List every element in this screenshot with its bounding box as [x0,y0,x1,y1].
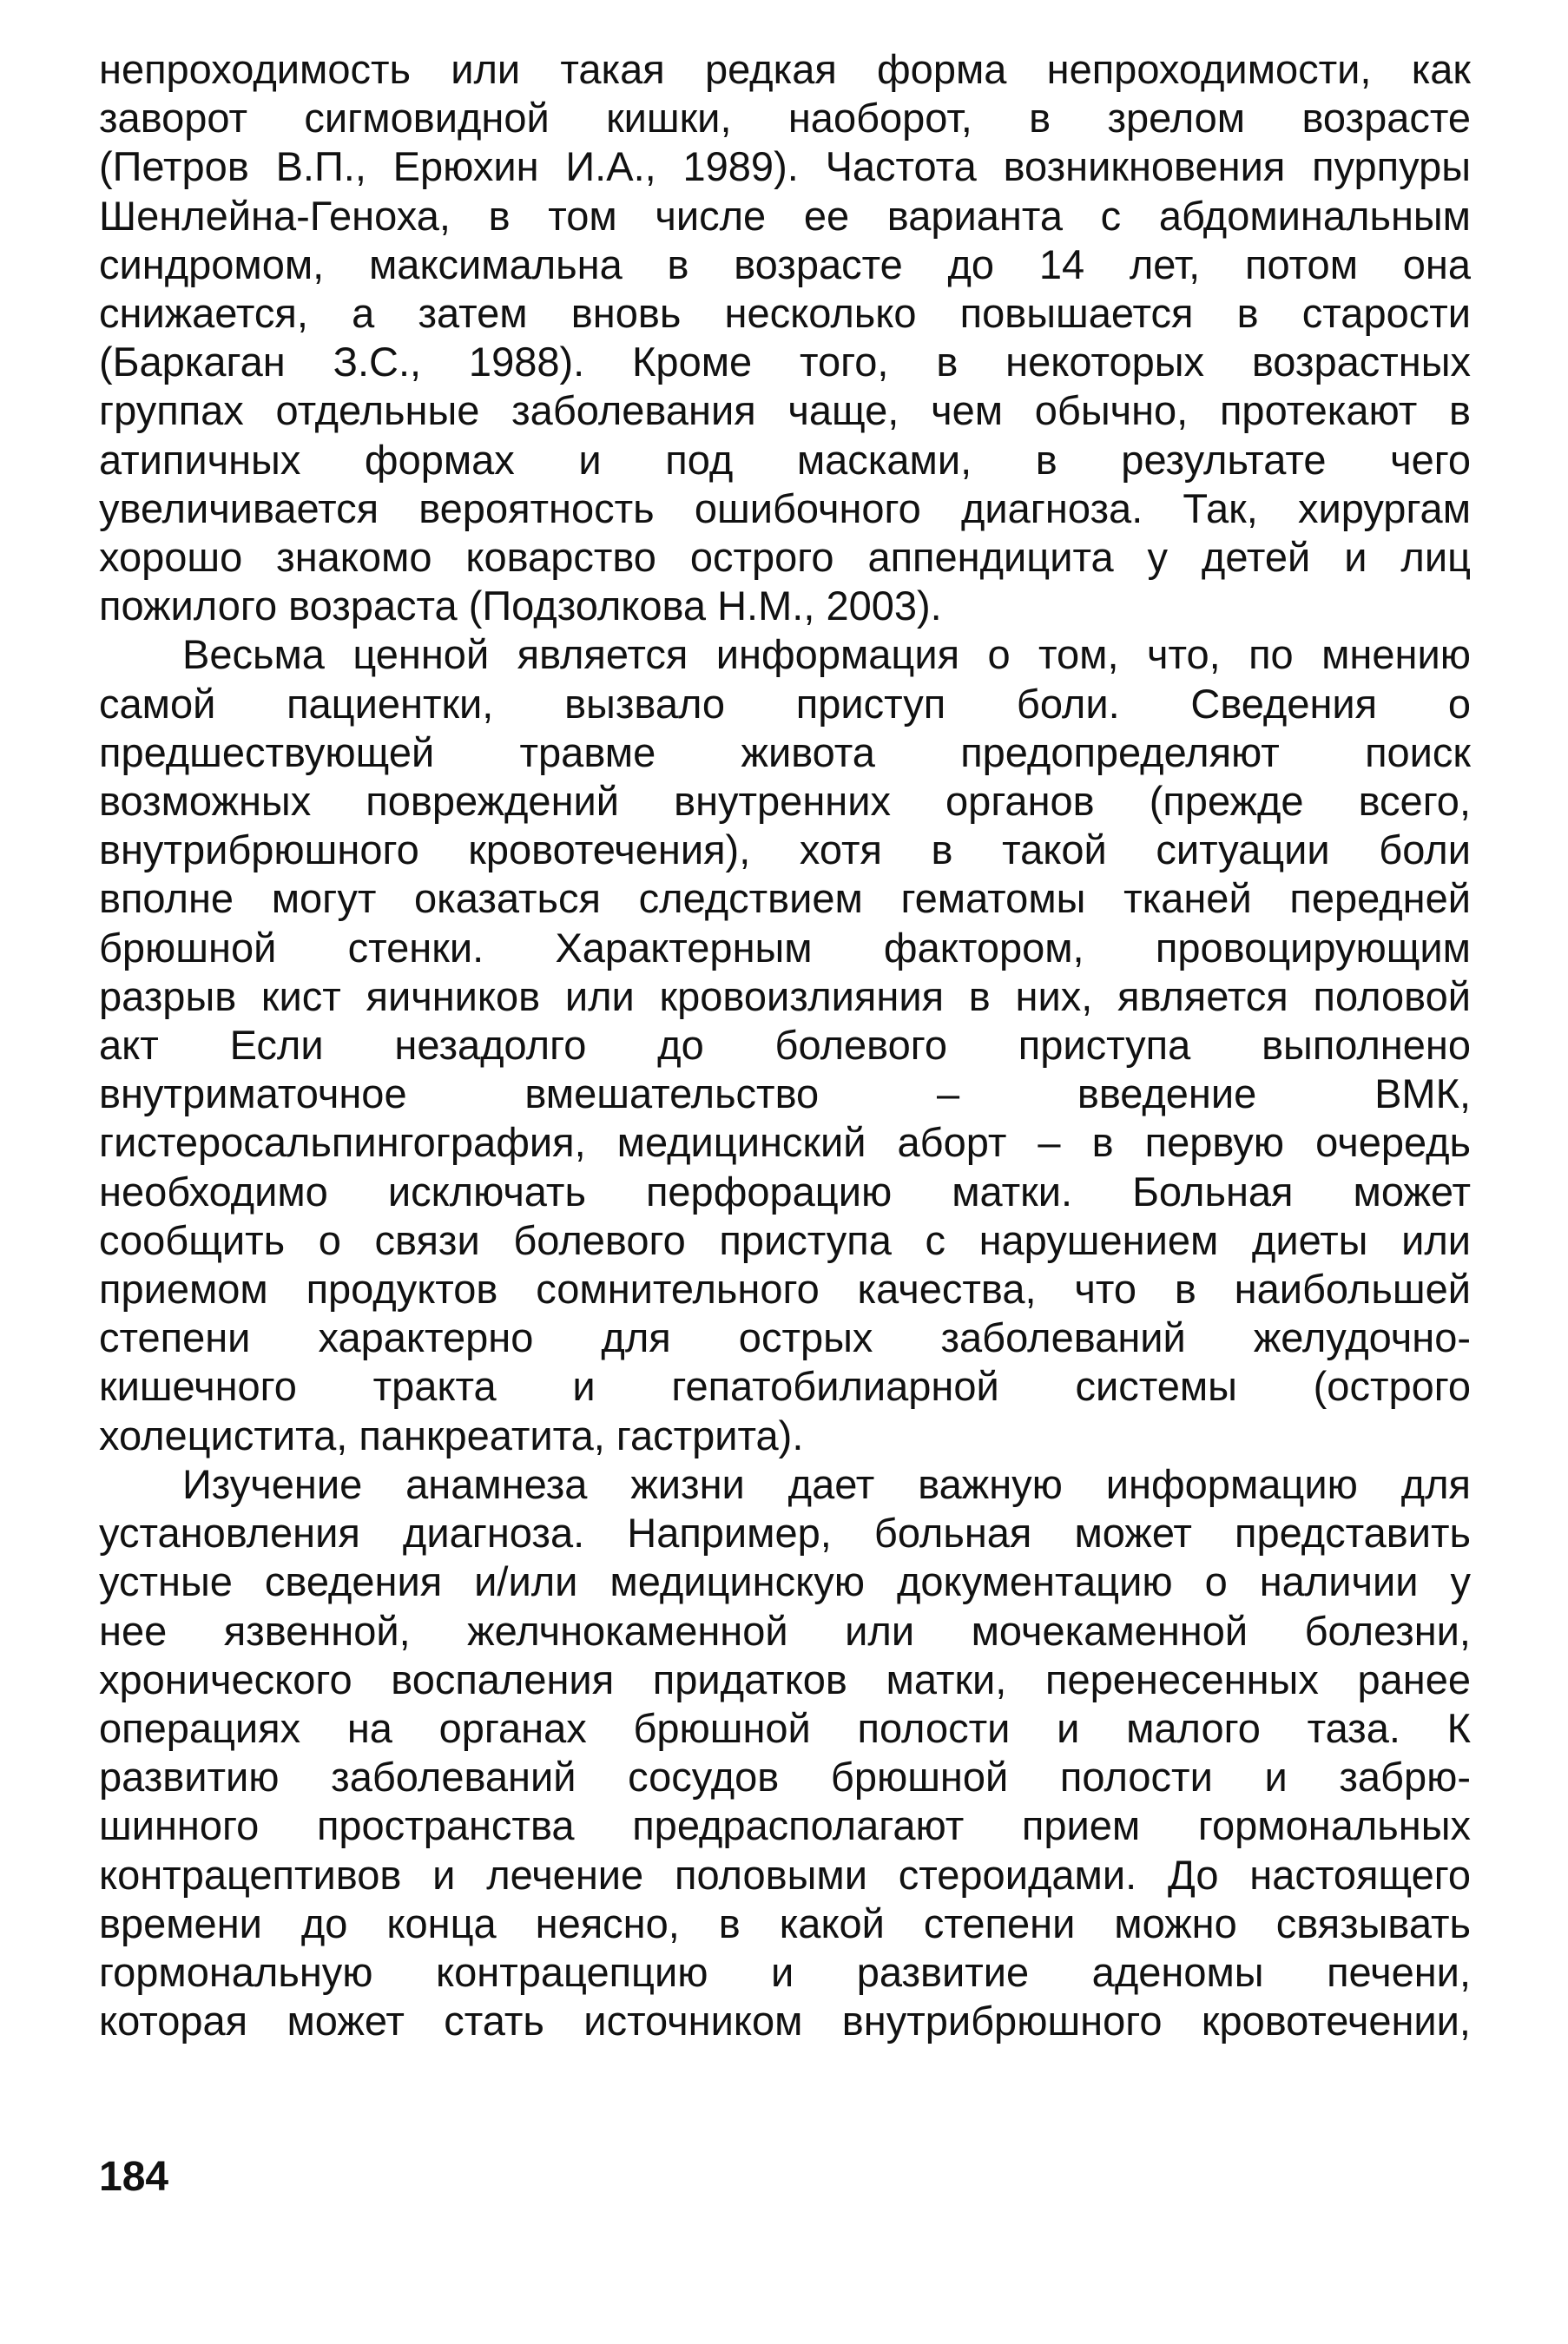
text-line: операциях на органах брюшной полости и малого таза. К [99,1704,1471,1751]
page-number: 184 [99,2154,169,2200]
text-line: необходимо исключать перфорацию матки. Больная может [99,1168,1471,1215]
text-line: хорошо знакомо коварство острого аппендицита у детей и лиц [99,534,1471,581]
text-line: кишечного тракта и гепатобилиарной системы (острого [99,1363,1471,1410]
text-line: гормональную контрацепцию и развитие аденомы печени, [99,1948,1471,1995]
paragraph-3 [99,1460,1471,2045]
text-line: непроходимость или такая редкая форма непроходимости, как [99,46,1471,92]
text-line: приемом продуктов сомнительного качества, что в наибольшей [99,1266,1471,1313]
text-line: степени характерно для острых заболеваний желудочно- [99,1314,1471,1361]
text-line: группах отдельные заболевания чаще, чем обычно, протекают в [99,387,1471,434]
text-line: нее язвенной, желчнокаменной или мочекаменной болезни, [99,1607,1471,1654]
text-line: снижается, а затем вновь несколько повышается в старости [99,290,1471,337]
text-line: разрыв кист яичников или кровоизлияния в них, является половой [99,972,1471,1019]
text-line: предшествующей травме живота предопределяют поиск [99,728,1471,775]
text-line: заворот сигмовидной кишки, наоборот, в зрелом возрасте [99,95,1471,142]
paragraph-1 [99,45,1471,630]
text-line: внутриматочное вмешательство – введение ВМК, [99,1070,1471,1117]
text-line: установления диагноза. Например, больная может представить [99,1510,1471,1557]
text-line: Изучение анамнеза жизни дает важную информацию для [182,1460,1471,1507]
text-line: пожилого возраста (Подзолкова Н.М., 2003). [99,583,942,629]
text-line: сообщить о связи болевого приступа с нарушением диеты или [99,1216,1471,1263]
text-line: времени до конца неясно, в какой степени можно связывать [99,1900,1471,1946]
text-line: атипичных формах и под масками, в результате чего [99,436,1471,483]
text-column [99,45,1471,2045]
text-line: хронического воспаления придатков матки, перенесенных ранее [99,1656,1471,1702]
text-line: шинного пространства предрасполагают прием гормональных [99,1802,1471,1849]
paragraph-2 [99,630,1471,1459]
text-line: которая может стать источником внутрибрюшного кровотечении, [99,1998,1471,2044]
text-line: возможных повреждений внутренних органов (прежде всего, [99,778,1471,825]
text-line: гистеросальпингография, медицинский аборт – в первую очередь [99,1119,1471,1166]
text-line: холецистита, панкреатита, гастрита). [99,1412,804,1458]
text-line: увеличивается вероятность ошибочного диагноза. Так, хирургам [99,484,1471,531]
text-line: внутрибрюшного кровотечения), хотя в такой ситуации боли [99,826,1471,873]
text-line: (Баркаган З.С., 1988). Кроме того, в некоторых возрастных [99,339,1471,385]
text-line: Шенлейна-Геноха, в том числе ее варианта с абдоминальным [99,192,1471,239]
text-line: устные сведения и/или медицинскую документацию о наличии у [99,1558,1471,1605]
text-line: развитию заболеваний сосудов брюшной полости и забрю- [99,1754,1471,1801]
text-line: самой пациентки, вызвало приступ боли. Сведения о [99,680,1471,727]
text-line: (Петров В.П., Ерюхин И.А., 1989). Частота возникновения пурпуры [99,143,1471,190]
text-line: синдромом, максимальна в возрасте до 14 лет, потом она [99,240,1471,287]
text-line: акт Если незадолго до болевого приступа выполнено [99,1022,1471,1069]
text-line: брюшной стенки. Характерным фактором, провоцирующим [99,924,1471,971]
text-line: Весьма ценной является информация о том, что, по мнению [182,631,1471,678]
text-line: вполне могут оказаться следствием гематомы тканей передней [99,875,1471,922]
text-line: контрацептивов и лечение половыми стероидами. До настоящего [99,1851,1471,1898]
